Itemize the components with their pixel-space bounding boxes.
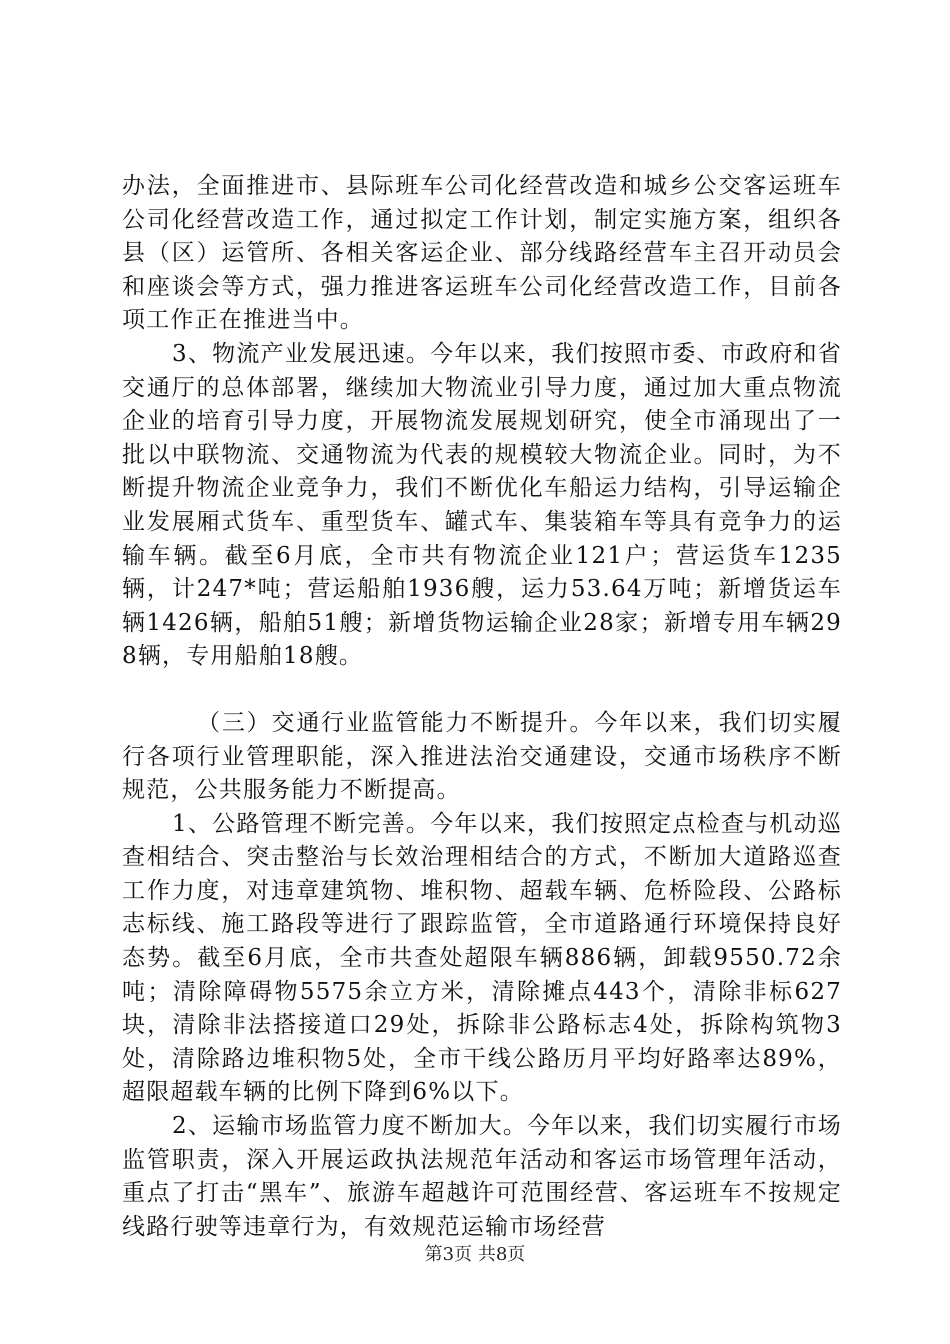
page-number-footer: 第3页 共8页 [424,1244,526,1265]
paragraph-transport-market: 2、运输市场监管力度不断加大。今年以来，我们切实履行市场监管职责，深入开展运政执法规范年活动和客运市场管理年活动，重点了打击“黑车”、旅游车超越许可范围经营、客运班车不按规定线路行驶等违章行为，有效规范运输市场经营 [122,1113,842,1240]
paragraph-logistics: 3、物流产业发展迅速。今年以来，我们按照市委、市政府和省交通厅的总体部署，继续加大物流业引导力度，通过加大重点物流企业的培育引导力度，开展物流发展规划研究，使全市涌现出了一批以中联物流、交通物流为代表的规模较大物流企业。同时，为不断提升物流企业竞争力，我们不断优化车船运力结构，引导运输企业发展厢式货车、重型货车、罐式车、集装箱车等具有竞争力的运输车辆。截至6月底，全市共有物流企业121户；营运货车1235辆，计247*吨；营运船舶1936艘，运力53.64万吨；新增货运车辆1426辆，船舶51艘；新增货物运输企业28家；新增专用车辆298辆，专用船舶18艘。 [122,340,842,670]
section-heading-regulation: （三）交通行业监管能力不断提升。今年以来，我们切实履行各项行业管理职能，深入推进法治交通建设，交通市场秩序不断规范，公共服务能力不断提高。 [122,709,842,804]
document-body [122,170,842,1244]
paragraph-continuation: 办法，全面推进市、县际班车公司化经营改造和城乡公交客运班车公司化经营改造工作，通过拟定工作计划，制定实施方案，组织各县（区）运管所、各相关客运企业、部分线路经营车主召开动员会和座谈会等方式，强力推进客运班车公司化经营改造工作，目前各项工作正在推进当中。 [122,173,842,334]
paragraph-spacer [122,674,842,707]
paragraph-highway-management: 1、公路管理不断完善。今年以来，我们按照定点检查与机动巡查相结合、突击整治与长效治理相结合的方式，不断加大道路巡查工作力度，对违章建筑物、堆积物、超载车辆、危桥险段、公路标志标线、施工路段等进行了跟踪监管，全市道路通行环境保持良好态势。截至6月底，全市共查处超限车辆886辆，卸载9550.72余吨；清除障碍物5575余立方米，清除摊点443个，清除非标627块，清除非法搭接道口29处，拆除非公路标志4处，拆除构筑物3处，清除路边堆积物5处，全市干线公路历月平均好路率达89%，超限超载车辆的比例下降到6%以下。 [122,810,842,1106]
